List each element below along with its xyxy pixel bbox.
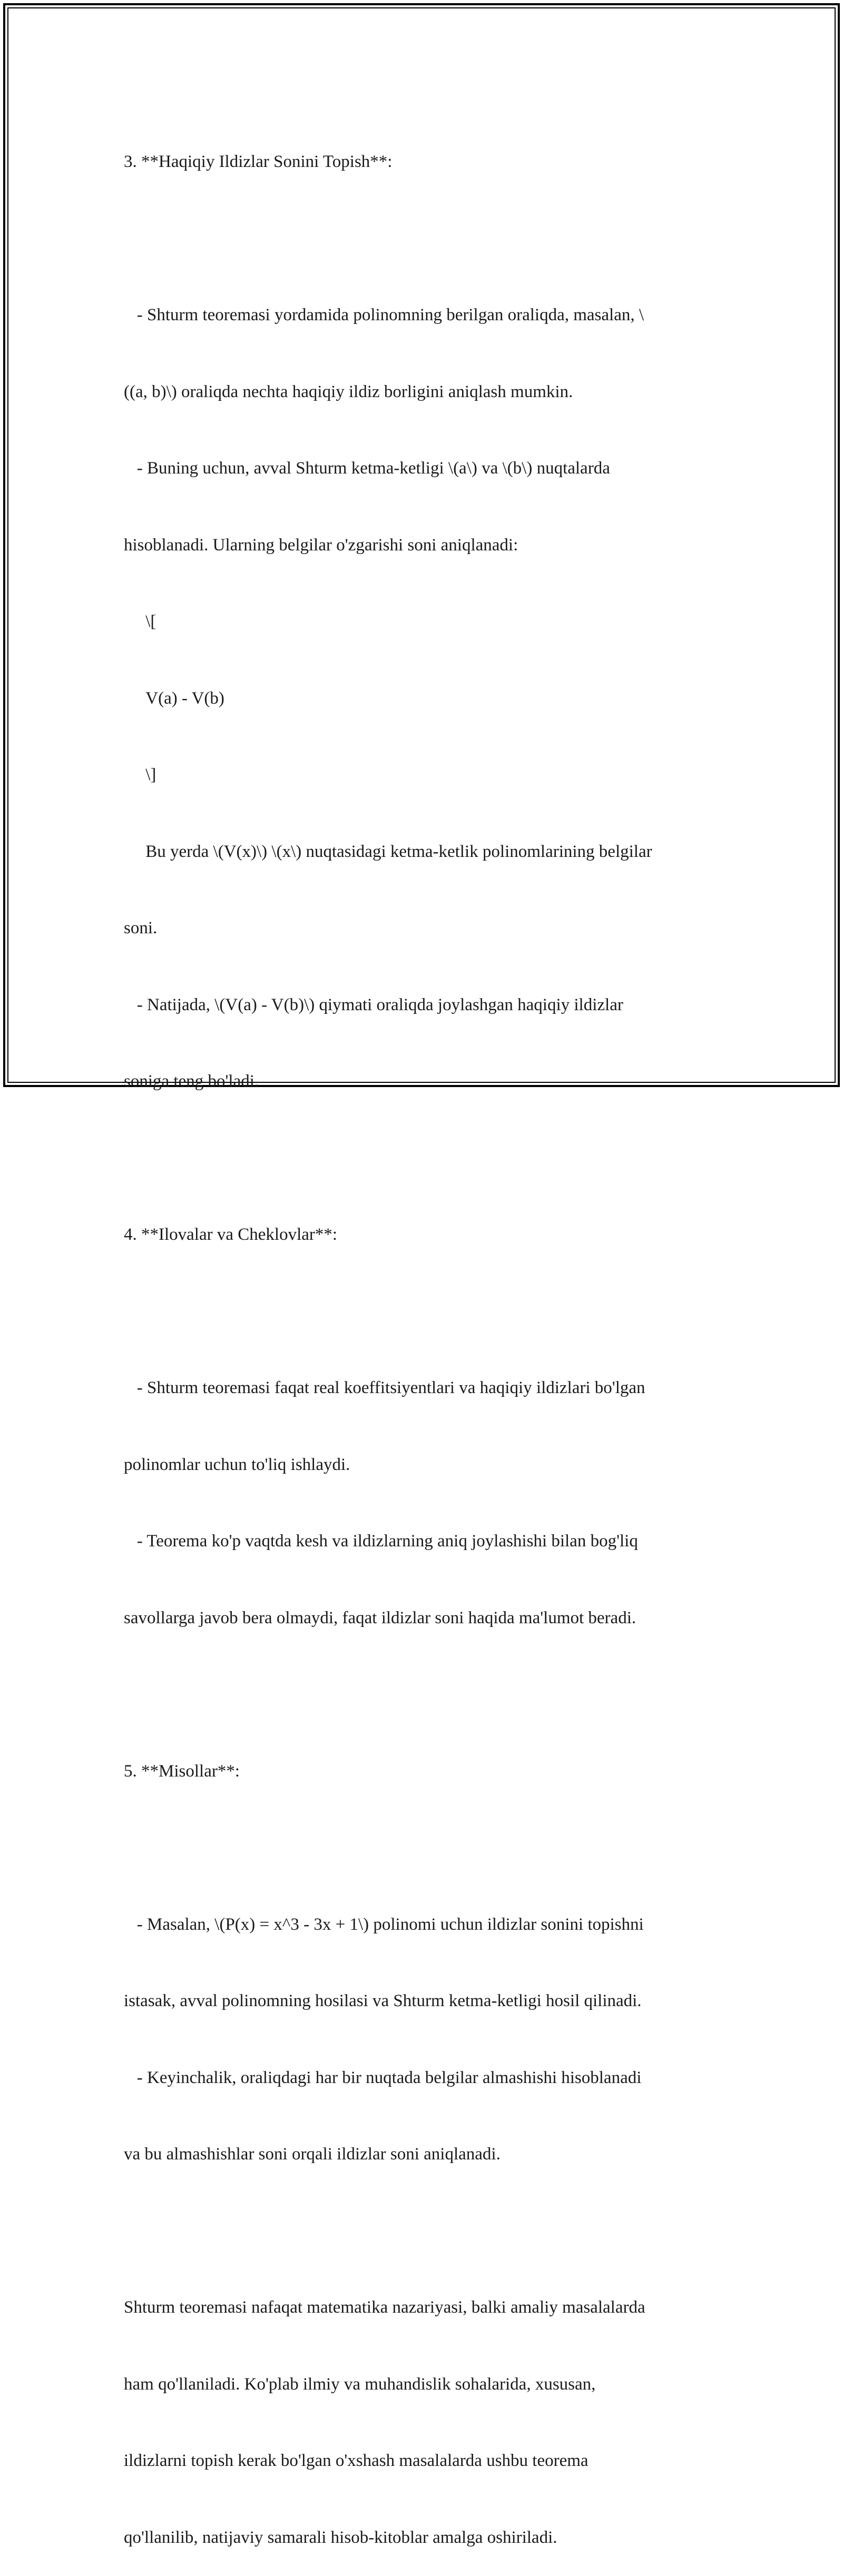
text-line: - Buning uchun, avval Shturm ketma-ketligi \(a\) va \(b\) nuqtalarda bbox=[124, 459, 610, 478]
document-body bbox=[124, 98, 719, 2576]
text-line: soniga teng bo'ladi. bbox=[124, 1072, 259, 1091]
paragraph-line: ildizlarni topish kerak bo'lgan o'xshash masalalarda ushbu teorema bbox=[124, 2451, 589, 2470]
blank-line bbox=[124, 226, 719, 252]
text-line: savollarga javob bera olmaydi, faqat ildizlar soni haqida ma'lumot beradi. bbox=[124, 1608, 636, 1627]
text-line: - Natijada, \(V(a) - V(b)\) qiymati oraliqda joylashgan haqiqiy ildizlar bbox=[124, 995, 623, 1014]
blank-line bbox=[124, 1146, 719, 1171]
text-line: - Shturm teoremasi yordamida polinomning berilgan oraliqda, masalan, \ bbox=[124, 305, 644, 324]
paragraph-line: qo'llanilib, natijaviy samarali hisob-kitoblar amalga oshiriladi. bbox=[124, 2528, 557, 2547]
text-line: - Teorema ko'p vaqtda kesh va ildizlarning aniq joylashishi bilan bog'liq bbox=[124, 1532, 638, 1551]
formula-line: V(a) - V(b) bbox=[124, 688, 224, 708]
section-heading: 4. **Ilovalar va Cheklovlar**: bbox=[124, 1225, 338, 1244]
text-line: hisoblanadi. Ularning belgilar o'zgarishi soni aniqlanadi: bbox=[124, 535, 518, 555]
text-line: - Shturm teoremasi faqat real koeffitsiyentlari va haqiqiy ildizlari bo'lgan bbox=[124, 1378, 645, 1397]
text-line: polinomlar uchun to'liq ishlaydi. bbox=[124, 1455, 350, 1474]
blank-line bbox=[124, 2218, 719, 2244]
text-line: - Masalan, \(P(x) = x^3 - 3x + 1\) polinomi uchun ildizlar sonini topishni bbox=[124, 1914, 644, 1934]
section-heading: 5. **Misollar**: bbox=[124, 1761, 240, 1781]
text-line: ((a, b)\) oraliqda nechta haqiqiy ildiz borligini aniqlash mumkin. bbox=[124, 382, 573, 401]
text-line: - Keyinchalik, oraliqdagi har bir nuqtada belgilar almashishi hisoblanadi bbox=[124, 2068, 642, 2087]
blank-line bbox=[124, 1299, 719, 1325]
text-line: istasak, avval polinomning hosilasi va Shturm ketma-ketligi hosil qilinadi. bbox=[124, 1991, 642, 2010]
text-line: soni. bbox=[124, 919, 158, 937]
section-heading: 3. **Haqiqiy Ildizlar Sonini Topish**: bbox=[124, 152, 393, 171]
paragraph-line: Shturm teoremasi nafaqat matematika nazariyasi, balki amaliy masalalarda bbox=[124, 2298, 645, 2317]
blank-line bbox=[124, 1835, 719, 1861]
formula-line: \[ bbox=[124, 612, 156, 631]
blank-line bbox=[124, 1682, 719, 1708]
text-line: Bu yerda \(V(x)\) \(x\) nuqtasidagi ketma-ketlik polinomlarining belgilar bbox=[124, 842, 652, 861]
paragraph-line: ham qo'llaniladi. Ko'plab ilmiy va muhandislik sohalarida, xususan, bbox=[124, 2374, 596, 2394]
text-line: va bu almashishlar soni orqali ildizlar soni aniqlanadi. bbox=[124, 2145, 501, 2164]
formula-line: \] bbox=[124, 765, 156, 784]
